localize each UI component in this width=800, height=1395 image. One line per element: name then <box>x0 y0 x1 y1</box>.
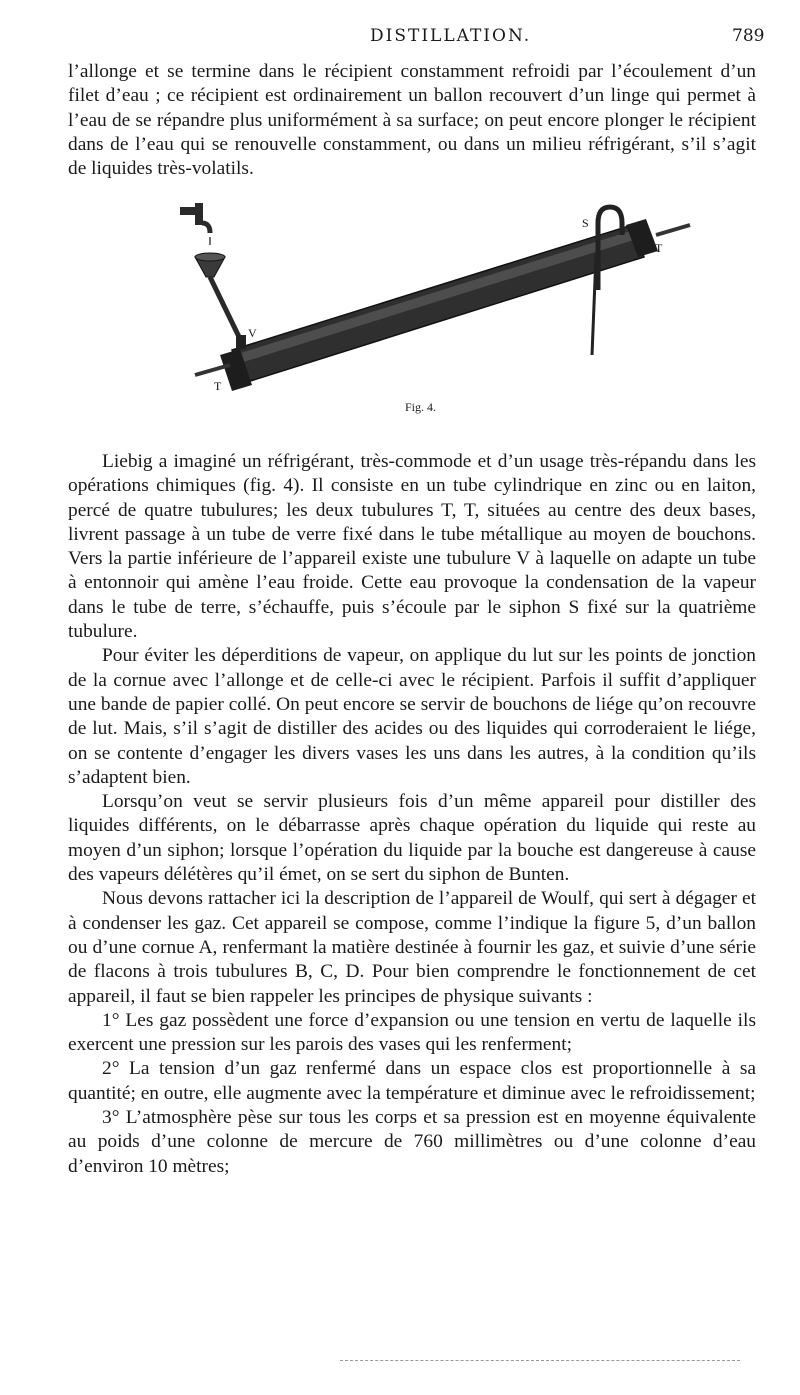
paragraph: Lorsqu’on veut se servir plusieurs fois d’un même appareil pour distiller des liquides différents, on le débarrasse après chaque opération du liquide qui reste au moyen d’un siphon; lorsque l’opération du liquide par la bouche est dangereuse à cause des vapeurs délétères qu’il émet, on se sert du siphon de Bunten. <box>68 791 756 886</box>
funnel-icon <box>195 253 242 343</box>
condenser-tube <box>195 219 690 391</box>
paragraph: 3° L’atmosphère pèse sur tous les corps et sa pression est en moyenne équivalente au poids d’une colonne de mercure de 760 millimètres ou d’une colonne d’eau d’environ 10 mètres; <box>68 1107 756 1177</box>
paragraph: 2° La tension d’un gaz renfermé dans un espace clos est proportionnelle à sa quantité; en outre, elle augmente avec la température et diminue avec le refroidissement; <box>68 1058 756 1104</box>
water-tap-icon <box>180 203 210 245</box>
paragraph: l’allonge et se termine dans le récipient constamment refroidi par l’écoulement d’un filet d’eau ; ce récipient est ordinairement un ballon recouvert d’un linge qui permet à l’eau de se répandre plus uniformément à sa surface; on peut encore plonger le récipient dans de l’eau qui se renouvelle constamment, ou dans un milieu réfrigérant, s’il s’agit de liquides très-volatils. <box>68 61 756 180</box>
label-t-left: T <box>214 379 222 393</box>
page-number: 789 <box>732 26 765 46</box>
paragraph: Liebig a imaginé un réfrigérant, très-commode et d’un usage très-répandu dans les opérations chimiques (fig. 4). Il consiste en un tube cylindrique en zinc ou en laiton, percé de quatre tubulures; les deux tubulures T, T, situées au centre des deux bases, livrent passage à un tube de verre fixé dans le tube métallique au moyen de bouchons. Vers la partie inférieure de l’appareil existe une tubulure V à laquelle on adapte un tube à entonnoir qui amène l’eau froide. Cette eau provoque la condensation de la vapeur dans le tube de terre, s’échauffe, puis s’écoule par le siphon S fixé sur la quatrième tubulure. <box>68 451 756 643</box>
figure-caption: Fig. 4. <box>405 400 437 414</box>
text-block-top <box>68 60 756 181</box>
label-t-right: T <box>655 241 663 255</box>
running-title: DISTILLATION. <box>370 26 532 46</box>
paragraph: Nous devons rattacher ici la description de l’appareil de Woulf, qui sert à dégager et à condenser les gaz. Cet appareil se compose, comme l’indique la figure 5, d’un ballon ou d’une cornue A, renfermant la matière destinée à fournir les gaz, et suivie d’une série de flacons à trois tubulures B, C, D. Pour bien comprendre le fonctionnement de cet appareil, il faut se bien rappeler les principes de physique suivants : <box>68 888 756 1007</box>
label-v: V <box>248 326 257 340</box>
paragraph: Pour éviter les déperditions de vapeur, on applique du lut sur les points de jonction de la cornue avec l’allonge et de celle-ci avec le récipient. Parfois il suffit d’appliquer une bande de papier collé. On peut encore se servir de bouchons de liége qu’on recouvre de lut. Mais, s’il s’agit de distiller des acides ou des liquides qui corroderaient le liége, on se contente d’engager les divers vases les uns dans les autres, à la condition qu’ils s’adaptent bien. <box>68 645 756 788</box>
liebig-condenser-illustration <box>150 195 710 410</box>
label-s: S <box>582 216 589 230</box>
running-header <box>0 26 800 56</box>
text-block-bottom <box>68 450 756 1179</box>
footer-rule <box>340 1360 740 1361</box>
paragraph: 1° Les gaz possèdent une force d’expansion ou une tension en vertu de laquelle ils exercent une pression sur les parois des vases qui les renferment; <box>68 1009 756 1056</box>
